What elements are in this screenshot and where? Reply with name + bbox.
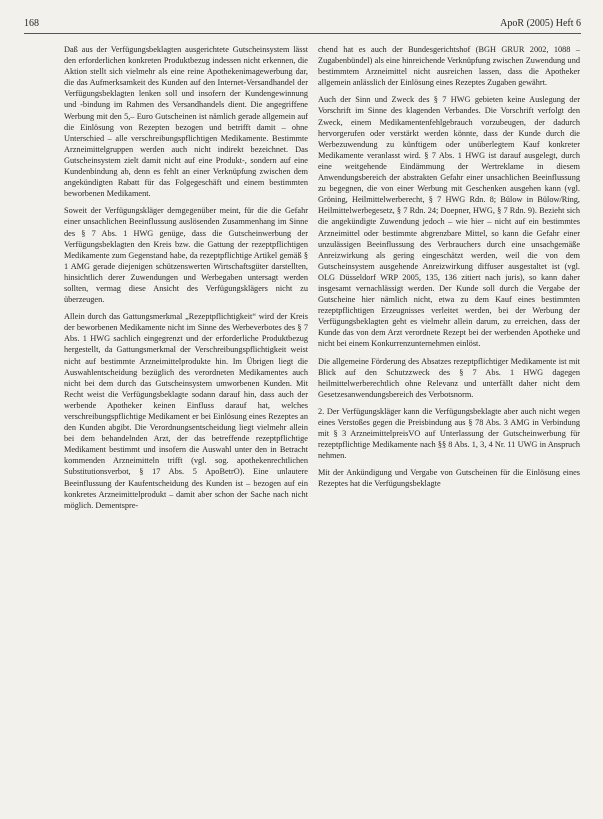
paragraph: Daß aus der Verfügungsbeklagten ausgerichtete Gutscheinsystem lässt den erforderlichen konkreten Produktbezug indessen nicht erkennen, die Aktion stellt sich vielmehr als eine reine Apothekenimagewerbung dar, die das Aufmerksamkeit des Kunden auf den Internet-Versandhandel der Verfügungsbeklagten lenken soll und insofern der Kundengewinnung und -bindung im Rahmen des Versandhandels dient. Die angegriffene Werbung mit den 5,– Euro Gutscheinen ist nämlich gerade allgemein auf die Einlösung von Rezepten bezogen und betrifft damit – ohne Unterschied – alle verschreibungspflichtigen Medikamente. Bestimmte Arzneimittelgruppen werden auch nicht indirekt bezeichnet. Das Gutscheinsystem zielt damit nicht auf eine Produkt-, sondern auf eine Kundenbindung ab, denn es fehlt an einer Verknüpfung zwischen dem angekündigten Rabatt für das Folgegeschäft und einem bestimmten beworbenen Medikament. — [64, 45, 308, 199]
left-column — [64, 44, 308, 517]
right-column — [318, 44, 580, 496]
page-number: 168 — [24, 18, 39, 29]
paragraph: Mit der Ankündigung und Vergabe von Gutscheinen für die Einlösung eines Rezeptes hat die Verfügungsbeklagte — [318, 468, 580, 489]
paragraph: Soweit der Verfügungskläger demgegenüber meint, für die die Gefahr einer unsachlichen Beeinflussung auslösenden Zusammenhang im Sinne des § 7 Abs. 1 HWG genüge, dass die Gutscheinwerbung der Verfügungsbeklagten den Kreis bzw. die Gattung der rezeptpflichtigen Medikamente zum Gegenstand habe, da rezeptpflichtige Artikel gemäß § 1 AMG gerade diejenigen schützenswerten Wirtschaftsgüter darstellten, hinsichtlich derer Zuwendungen und Werbegaben untersagt werden sollten, vermag diese Ansicht des Verfügungsklägers nicht zu überzeugen. — [64, 206, 308, 305]
journal-reference: ApoR (2005) Heft 6 — [500, 18, 581, 29]
paragraph: 2. Der Verfügungskläger kann die Verfügungsbeklagte aber auch nicht wegen eines Verstoßes gegen die Preisbindung aus § 78 Abs. 3 AMG in Verbindung mit § 3 ArzneimittelpreisVO auf Unterlassung der Gutscheinwerbung für rezeptpflichtige Medikamente nach §§ 8 Abs. 1, 3, 4 Nr. 11 UWG in Anspruch nehmen. — [318, 406, 580, 461]
paragraph: Die allgemeine Förderung des Absatzes rezeptpflichtiger Medikamente ist mit Blick auf den Schutzzweck des § 7 Abs. 1 HWG dagegen heilmittelwerberechtlich ohne Relevanz und unterfällt daher nicht dem Gesetzesanwendungsbereich des Verbotsnorm. — [318, 356, 580, 399]
paragraph: chend hat es auch der Bundesgerichtshof (BGH GRUR 2002, 1088 – Zugabenbündel) als eine hinreichende Verknüpfung zwischen Zuwendung und bestimmtem Arzneimittel nicht ausreichen lassen, dass die Apotheker allgemein anlässlich der Einlösung eines Rezeptes Zugaben gewährt. — [318, 45, 580, 88]
paragraph: Allein durch das Gattungsmerkmal „Rezeptpflichtigkeit“ wird der Kreis der beworbenen Medikamente nicht im Sinne des Werbeverbotes des § 7 Abs. 1 HWG sachlich eingegrenzt und der erforderliche Produktbezug hergestellt, da Gattungsmerkmal der Verschreibungspflichtigkeit weist nicht auf bestimmte Arzneimittelprodukte hin. Im Übrigen liegt die Auswahlentscheidung bezüglich des verordneten Medikamentes auch nicht bei dem durch das Gutscheinsystem umworbenen Kunden. Mit Recht weist die Verfügungsbeklagte sodann darauf hin, dass auch der werbende Apotheker keinen Einfluss darauf hat, welches verschreibungspflichtige Medikament er bei Einlösung eines Rezeptes an den Kunden abgibt. Die Verordnungsentscheidung liegt vielmehr allein bei dem behandelnden Arzt, der das betreffende rezeptpflichtige Medikament bestimmt und insofern die Auswahl unter den in Betracht kommenden Arzneimitteln trifft (vgl. sog. apothekenrechtlichen Substitutionsverbot, § 17 Abs. 5 ApoBetrO). Eine unlautere Beeinflussung der Kaufentscheidung des Kunden ist – bezogen auf ein konkretes Arzneimittelprodukt – damit aber schon der Sache nach nicht möglich. Dementspre- — [64, 312, 308, 510]
header-rule — [24, 33, 581, 34]
paragraph: Auch der Sinn und Zweck des § 7 HWG gebieten keine Auslegung der Vorschrift im Sinne des klagenden Verbandes. Die Vorschrift verfolgt den Zweck, einem Medikamentenfehlgebrauch vorzubeugen, der dadurch hervorgerufen oder verstärkt werden könnte, dass der Kunde durch die Werbezuwendung zu künftigem oder unüberlegtem Kauf konkreter Medikamente veranlasst wird. § 7 Abs. 1 HWG ist darauf ausgelegt, durch eine weitgehende Eindämmung der Wertreklame in diesem Anwendungsbereich der abstrakten Gefahr einer unsachlichen Beeinflussung zu begegnen, die von einer Werbung mit Geschenken ausgehen kann (vgl. Gröning, Heilmittelwerberecht, § 7 HWG Rdn. 8; Bülow in Bülow/Ring, Heilmittelwerbegesetz, § 7 Rdn. 24; Doepner, HWG, § 7 Rdn. 9). Bezieht sich die angekündigte Zuwendung jedoch – wie hier – nicht auf ein bestimmtes Arzneimittel oder bestimmte abgrenzbare Mittel, so kann die Gefahr einer unzulässigen Beeinflussung des Verbrauchers durch eine unsachgemäße Anreizwirkung als gering eingeschätzt werden, weil die von dem Gutscheinsystem ausgehende Anreizwirkung diffuser ausgestaltet ist (vgl. OLG Düsseldorf WRP 2005, 135, 136 zitiert nach juris), so kann daher insgesamt vernachlässigt werden. Der Kunde soll durch die Vergabe der Gutscheine hier nämlich nicht, etwa zu dem Kauf eines bestimmten rezeptpflichtigen Erzeugnisses verleitet werden, bei der Werbung der Verfügungsbeklagten geht es vielmehr allein darum, zu erreichen, dass der Kunde das von dem Arzt verordnete Rezept bei der werbenden Apotheke und nicht bei einem Konkurrenzunternehmen einlöst. — [318, 95, 580, 349]
